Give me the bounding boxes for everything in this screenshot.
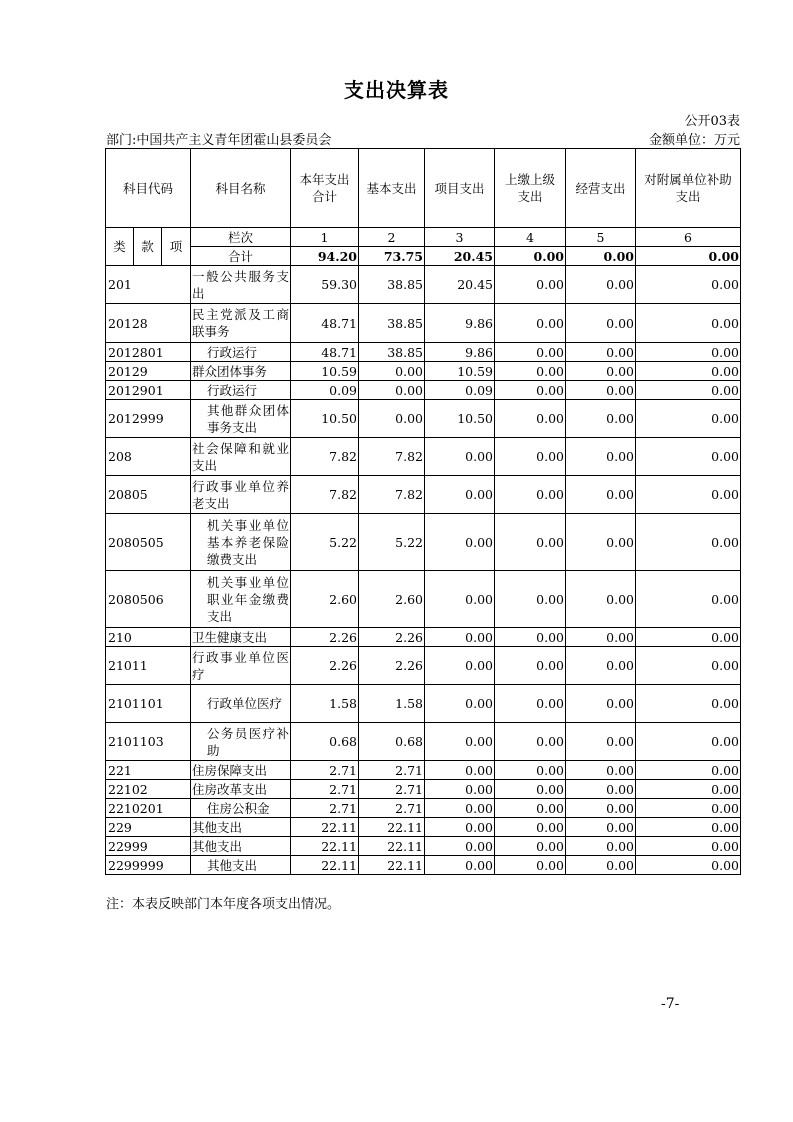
amount-cell: 0.00	[495, 571, 566, 628]
amount-cell: 0.00	[495, 685, 566, 723]
subject-code: 2080505	[106, 514, 191, 571]
expenditure-table	[105, 148, 741, 875]
total-value: 94.20	[291, 247, 359, 266]
amount-cell: 0.00	[495, 723, 566, 761]
amount-cell: 0.00	[425, 438, 495, 476]
amount-cell: 0.00	[425, 628, 495, 647]
amount-cell: 0.00	[636, 381, 741, 400]
amount-cell: 0.00	[636, 761, 741, 780]
amount-cell: 0.00	[425, 514, 495, 571]
subject-name: 公务员医疗补助	[191, 723, 291, 761]
amount-cell: 0.00	[566, 780, 636, 799]
amount-cell: 0.00	[636, 780, 741, 799]
table-row	[106, 837, 741, 856]
amount-cell: 38.85	[359, 266, 425, 304]
amount-cell: 2.71	[359, 780, 425, 799]
subject-code: 229	[106, 818, 191, 837]
amount-cell: 0.00	[636, 628, 741, 647]
amount-cell: 0.09	[425, 381, 495, 400]
subject-name: 卫生健康支出	[191, 628, 291, 647]
amount-cell: 0.00	[495, 343, 566, 362]
amount-cell: 7.82	[359, 476, 425, 514]
amount-cell: 0.00	[566, 571, 636, 628]
amount-cell: 2.71	[291, 761, 359, 780]
amount-cell: 0.00	[495, 780, 566, 799]
amount-cell: 0.00	[566, 761, 636, 780]
amount-cell: 0.00	[425, 837, 495, 856]
amount-cell: 2.71	[359, 799, 425, 818]
table-number: 公开03表	[684, 114, 740, 129]
col-number-1: 1	[291, 228, 359, 247]
amount-cell: 2.26	[291, 647, 359, 685]
amount-cell: 0.00	[566, 856, 636, 875]
table-row	[106, 761, 741, 780]
total-value: 0.00	[566, 247, 636, 266]
amount-cell: 0.00	[636, 799, 741, 818]
subject-name: 行政事业单位医疗	[191, 647, 291, 685]
table-row	[106, 799, 741, 818]
amount-cell: 0.00	[636, 476, 741, 514]
header-col4-line2: 支出	[517, 189, 543, 204]
amount-cell: 0.00	[495, 799, 566, 818]
amount-cell: 9.86	[425, 343, 495, 362]
amount-cell: 0.00	[636, 685, 741, 723]
amount-cell: 22.11	[291, 837, 359, 856]
amount-cell: 0.00	[425, 799, 495, 818]
subject-code: 2210201	[106, 799, 191, 818]
header-lanci: 栏次	[191, 228, 291, 247]
table-row	[106, 723, 741, 761]
amount-cell: 0.00	[359, 400, 425, 438]
col-number-2: 2	[359, 228, 425, 247]
header-kuan: 款	[134, 228, 162, 266]
amount-cell: 0.00	[425, 647, 495, 685]
amount-cell: 7.82	[291, 476, 359, 514]
amount-cell: 0.00	[425, 571, 495, 628]
table-row	[106, 304, 741, 343]
subject-code: 208	[106, 438, 191, 476]
amount-cell: 0.00	[636, 837, 741, 856]
amount-cell: 38.85	[359, 304, 425, 343]
amount-cell: 0.00	[495, 856, 566, 875]
amount-cell: 2.26	[359, 628, 425, 647]
amount-cell: 0.00	[636, 514, 741, 571]
amount-cell: 0.68	[291, 723, 359, 761]
table-row	[106, 571, 741, 628]
header-name: 科目名称	[191, 149, 291, 228]
table-row	[106, 400, 741, 438]
amount-cell: 0.00	[636, 818, 741, 837]
amount-cell: 2.71	[291, 799, 359, 818]
table-row	[106, 381, 741, 400]
page-number: -7-	[661, 996, 680, 1012]
amount-cell: 0.00	[636, 438, 741, 476]
amount-cell: 0.00	[636, 571, 741, 628]
total-label: 合计	[191, 247, 291, 266]
amount-cell: 22.11	[291, 856, 359, 875]
total-value: 0.00	[495, 247, 566, 266]
amount-cell: 0.00	[566, 381, 636, 400]
header-col1-line2: 合计	[311, 189, 337, 204]
subject-code: 2012999	[106, 400, 191, 438]
amount-cell: 0.00	[566, 799, 636, 818]
amount-cell: 0.00	[566, 514, 636, 571]
subject-name: 民主党派及工商联事务	[191, 304, 291, 343]
amount-cell: 7.82	[291, 438, 359, 476]
subject-name: 行政事业单位养老支出	[191, 476, 291, 514]
amount-cell: 0.00	[495, 400, 566, 438]
table-row	[106, 628, 741, 647]
subject-code: 22102	[106, 780, 191, 799]
header-col3: 项目支出	[425, 149, 495, 228]
amount-cell: 10.50	[291, 400, 359, 438]
amount-cell: 0.00	[566, 723, 636, 761]
amount-cell: 0.00	[495, 628, 566, 647]
subject-code: 2012801	[106, 343, 191, 362]
unit-label: 金额单位：万元	[648, 133, 740, 148]
amount-cell: 0.00	[566, 362, 636, 381]
amount-cell: 0.00	[425, 780, 495, 799]
amount-cell: 0.00	[495, 266, 566, 304]
amount-cell: 0.00	[636, 647, 741, 685]
amount-cell: 22.11	[359, 837, 425, 856]
subject-name: 其他支出	[191, 856, 291, 875]
header-col2: 基本支出	[359, 149, 425, 228]
amount-cell: 1.58	[359, 685, 425, 723]
amount-cell: 0.00	[495, 438, 566, 476]
subject-name: 其他支出	[191, 818, 291, 837]
amount-cell: 0.00	[495, 476, 566, 514]
amount-cell: 0.00	[636, 266, 741, 304]
subject-code: 2101103	[106, 723, 191, 761]
amount-cell: 0.68	[359, 723, 425, 761]
amount-cell: 59.30	[291, 266, 359, 304]
amount-cell: 5.22	[359, 514, 425, 571]
subject-name: 住房保障支出	[191, 761, 291, 780]
table-row	[106, 438, 741, 476]
amount-cell: 0.00	[566, 438, 636, 476]
amount-cell: 0.00	[566, 647, 636, 685]
subject-code: 20129	[106, 362, 191, 381]
amount-cell: 2.71	[359, 761, 425, 780]
header-col4	[495, 149, 566, 228]
header-col1	[291, 149, 359, 228]
subject-name: 社会保障和就业支出	[191, 438, 291, 476]
page-title: 支出决算表	[344, 78, 449, 102]
footnote: 注：本表反映部门本年度各项支出情况。	[106, 897, 341, 912]
header-col6-line1: 对附属单位补助	[644, 172, 732, 187]
subject-code: 2080506	[106, 571, 191, 628]
table-row	[106, 514, 741, 571]
subject-name: 其他支出	[191, 837, 291, 856]
amount-cell: 0.00	[425, 685, 495, 723]
amount-cell: 0.00	[636, 362, 741, 381]
amount-cell: 48.71	[291, 304, 359, 343]
subject-name: 机关事业单位基本养老保险缴费支出	[191, 514, 291, 571]
subject-code: 20805	[106, 476, 191, 514]
subject-code: 210	[106, 628, 191, 647]
table-row	[106, 476, 741, 514]
amount-cell: 0.00	[495, 761, 566, 780]
table-row	[106, 647, 741, 685]
subject-code: 20128	[106, 304, 191, 343]
amount-cell: 48.71	[291, 343, 359, 362]
table-row	[106, 780, 741, 799]
amount-cell: 9.86	[425, 304, 495, 343]
subject-name: 行政运行	[191, 343, 291, 362]
col-number-3: 3	[425, 228, 495, 247]
amount-cell: 2.71	[291, 780, 359, 799]
header-xiang: 项	[162, 228, 191, 266]
subject-code: 2101101	[106, 685, 191, 723]
amount-cell: 0.00	[495, 362, 566, 381]
amount-cell: 0.00	[566, 400, 636, 438]
header-col6	[636, 149, 741, 228]
amount-cell: 2.60	[359, 571, 425, 628]
amount-cell: 0.00	[495, 647, 566, 685]
amount-cell: 2.26	[291, 628, 359, 647]
subject-name: 一般公共服务支出	[191, 266, 291, 304]
amount-cell: 0.00	[636, 400, 741, 438]
header-col5: 经营支出	[566, 149, 636, 228]
amount-cell: 0.00	[566, 837, 636, 856]
amount-cell: 0.00	[495, 514, 566, 571]
subject-code: 22999	[106, 837, 191, 856]
amount-cell: 22.11	[291, 818, 359, 837]
table-row	[106, 343, 741, 362]
amount-cell: 22.11	[359, 856, 425, 875]
amount-cell: 0.00	[425, 723, 495, 761]
col-number-6: 6	[636, 228, 741, 247]
subject-name: 群众团体事务	[191, 362, 291, 381]
amount-cell: 38.85	[359, 343, 425, 362]
amount-cell: 7.82	[359, 438, 425, 476]
amount-cell: 0.00	[566, 304, 636, 343]
amount-cell: 0.00	[495, 818, 566, 837]
table-row	[106, 818, 741, 837]
subject-name: 机关事业单位职业年金缴费支出	[191, 571, 291, 628]
amount-cell: 10.59	[425, 362, 495, 381]
header-col1-line1: 本年支出	[299, 172, 350, 187]
subject-code: 2299999	[106, 856, 191, 875]
subject-code: 221	[106, 761, 191, 780]
amount-cell: 5.22	[291, 514, 359, 571]
subject-code: 201	[106, 266, 191, 304]
header-code: 科目代码	[106, 149, 191, 228]
amount-cell: 0.00	[636, 343, 741, 362]
subject-name: 住房公积金	[191, 799, 291, 818]
subject-code: 21011	[106, 647, 191, 685]
amount-cell: 0.00	[425, 761, 495, 780]
total-value: 0.00	[636, 247, 741, 266]
amount-cell: 0.00	[566, 266, 636, 304]
amount-cell: 0.00	[566, 343, 636, 362]
total-value: 20.45	[425, 247, 495, 266]
amount-cell: 0.00	[636, 304, 741, 343]
col-number-4: 4	[495, 228, 566, 247]
subject-code: 2012901	[106, 381, 191, 400]
amount-cell: 0.00	[636, 856, 741, 875]
amount-cell: 0.00	[495, 837, 566, 856]
amount-cell: 10.59	[291, 362, 359, 381]
subject-name: 其他群众团体事务支出	[191, 400, 291, 438]
amount-cell: 1.58	[291, 685, 359, 723]
subject-name: 住房改革支出	[191, 780, 291, 799]
table-row	[106, 266, 741, 304]
amount-cell: 0.00	[495, 381, 566, 400]
amount-cell: 0.00	[359, 362, 425, 381]
table-row	[106, 685, 741, 723]
total-value: 73.75	[359, 247, 425, 266]
amount-cell: 10.50	[425, 400, 495, 438]
header-col4-line1: 上缴上级	[504, 172, 555, 187]
amount-cell: 0.09	[291, 381, 359, 400]
table-row	[106, 856, 741, 875]
amount-cell: 20.45	[425, 266, 495, 304]
subject-name: 行政运行	[191, 381, 291, 400]
subject-name: 行政单位医疗	[191, 685, 291, 723]
header-lei: 类	[106, 228, 134, 266]
table-row	[106, 362, 741, 381]
amount-cell: 0.00	[636, 723, 741, 761]
amount-cell: 0.00	[425, 856, 495, 875]
amount-cell: 0.00	[359, 381, 425, 400]
amount-cell: 2.26	[359, 647, 425, 685]
amount-cell: 0.00	[425, 818, 495, 837]
amount-cell: 0.00	[495, 304, 566, 343]
amount-cell: 0.00	[425, 476, 495, 514]
department-label: 部门:中国共产主义青年团霍山县委员会	[106, 133, 332, 148]
total-row	[106, 247, 741, 266]
amount-cell: 0.00	[566, 685, 636, 723]
amount-cell: 0.00	[566, 476, 636, 514]
amount-cell: 0.00	[566, 818, 636, 837]
amount-cell: 2.60	[291, 571, 359, 628]
col-number-5: 5	[566, 228, 636, 247]
amount-cell: 0.00	[566, 628, 636, 647]
amount-cell: 22.11	[359, 818, 425, 837]
header-col6-line2: 支出	[675, 189, 701, 204]
